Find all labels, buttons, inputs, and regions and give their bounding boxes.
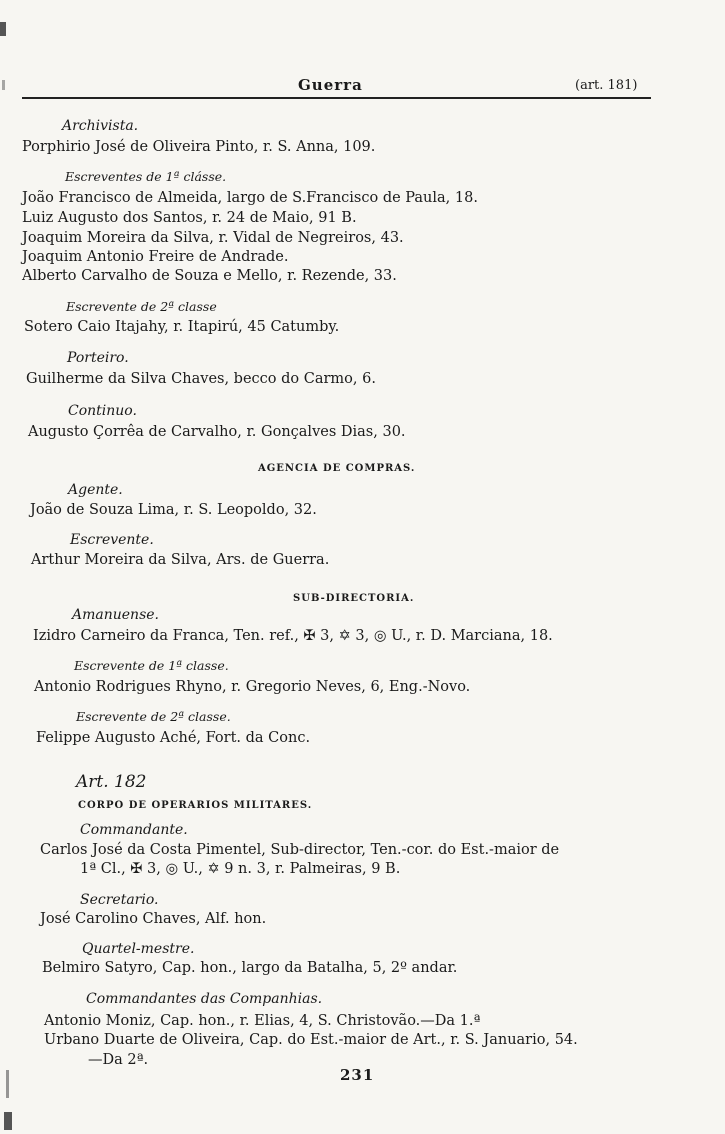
entry-escrevente-2-subdir: Felippe Augusto Aché, Fort. da Conc. — [36, 730, 311, 746]
role-escrevente-1-subdir: Escrevente de 1ª classe. — [74, 658, 229, 673]
entry-archivista: Porphirio José de Oliveira Pinto, r. S. Anna, 109. — [22, 139, 376, 155]
entry-escrevente-1-3: Joaquim Moreira da Silva, r. Vidal de Negreiros, 43. — [22, 230, 404, 246]
role-escrevente-2: Escrevente de 2ª classe — [66, 299, 217, 314]
entry-companhia-2-suffix: —Da 2ª. — [88, 1052, 149, 1068]
section-sub-directoria: SUB-DIRECTORIA. — [293, 593, 415, 604]
role-escreventes-1: Escreventes de 1ª clásse. — [65, 169, 227, 184]
entry-escrevente-1-1: João Francisco de Almeida, largo de S.Francisco de Paula, 18. — [22, 190, 478, 206]
scan-mark — [4, 1112, 12, 1130]
entry-porteiro: Guilherme da Silva Chaves, becco do Carmo, 6. — [26, 371, 376, 387]
role-quartel-mestre: Quartel-mestre. — [82, 941, 195, 957]
entry-amanuense: Izidro Carneiro da Franca, Ten. ref., ✠ 3, ✡ 3, ◎ U., r. D. Marciana, 18. — [33, 628, 553, 644]
role-agente: Agente. — [68, 482, 123, 498]
role-escrevente-2-subdir: Escrevente de 2ª classe. — [76, 709, 231, 724]
entry-companhia-2: Urbano Duarte de Oliveira, Cap. do Est.-maior de Art., r. S. Januario, 54. — [44, 1032, 578, 1048]
role-commandante: Commandante. — [80, 822, 188, 838]
entry-continuo: Augusto Çorrêa de Carvalho, r. Gonçalves Dias, 30. — [28, 424, 406, 440]
entry-escrevente-agencia: Arthur Moreira da Silva, Ars. de Guerra. — [31, 552, 330, 568]
entry-quartel-mestre: Belmiro Satyro, Cap. hon., largo da Batalha, 5, 2º andar. — [42, 960, 458, 976]
scan-mark — [0, 22, 6, 36]
article-title: Art. 182 — [76, 772, 147, 792]
entry-escrevente-1-5: Alberto Carvalho de Souza e Mello, r. Rezende, 33. — [22, 268, 397, 284]
role-commandantes-companhias: Commandantes das Companhias. — [86, 991, 323, 1007]
role-archivista: Archivista. — [62, 118, 139, 134]
entry-commandante-line-2: 1ª Cl., ✠ 3, ◎ U., ✡ 9 n. 3, r. Palmeiras, 9 B. — [80, 861, 401, 877]
running-header-title: Guerra — [298, 76, 363, 94]
header-rule — [22, 97, 651, 99]
page-number: 231 — [340, 1066, 375, 1084]
entry-escrevente-1-4: Joaquim Antonio Freire de Andrade. — [22, 249, 289, 265]
role-amanuense: Amanuense. — [72, 607, 159, 623]
scan-mark — [6, 1070, 9, 1098]
role-secretario: Secretario. — [80, 892, 159, 908]
role-continuo: Continuo. — [68, 403, 137, 419]
entry-escrevente-1-subdir: Antonio Rodrigues Rhyno, r. Gregorio Neves, 6, Eng.-Novo. — [34, 679, 471, 695]
entry-secretario: José Carolino Chaves, Alf. hon. — [40, 911, 267, 927]
role-porteiro: Porteiro. — [67, 350, 129, 366]
entry-escrevente-2-1: Sotero Caio Itajahy, r. Itapirú, 45 Catumby. — [24, 319, 340, 335]
entry-agente: João de Souza Lima, r. S. Leopoldo, 32. — [30, 502, 317, 518]
entry-commandante-line-1: Carlos José da Costa Pimentel, Sub-director, Ten.-cor. do Est.-maior de — [40, 842, 560, 858]
section-corpo-de-operarios: CORPO DE OPERARIOS MILITARES. — [78, 800, 313, 811]
role-escrevente-agencia: Escrevente. — [70, 532, 154, 548]
entry-escrevente-1-2: Luiz Augusto dos Santos, r. 24 de Maio, 91 B. — [22, 210, 357, 226]
entry-companhia-1: Antonio Moniz, Cap. hon., r. Elias, 4, S. Christovão.—Da 1.ª — [44, 1013, 481, 1029]
section-agencia-de-compras: AGENCIA DE COMPRAS. — [258, 463, 416, 474]
scan-mark — [2, 80, 5, 90]
running-header-article: (art. 181) — [575, 78, 638, 93]
